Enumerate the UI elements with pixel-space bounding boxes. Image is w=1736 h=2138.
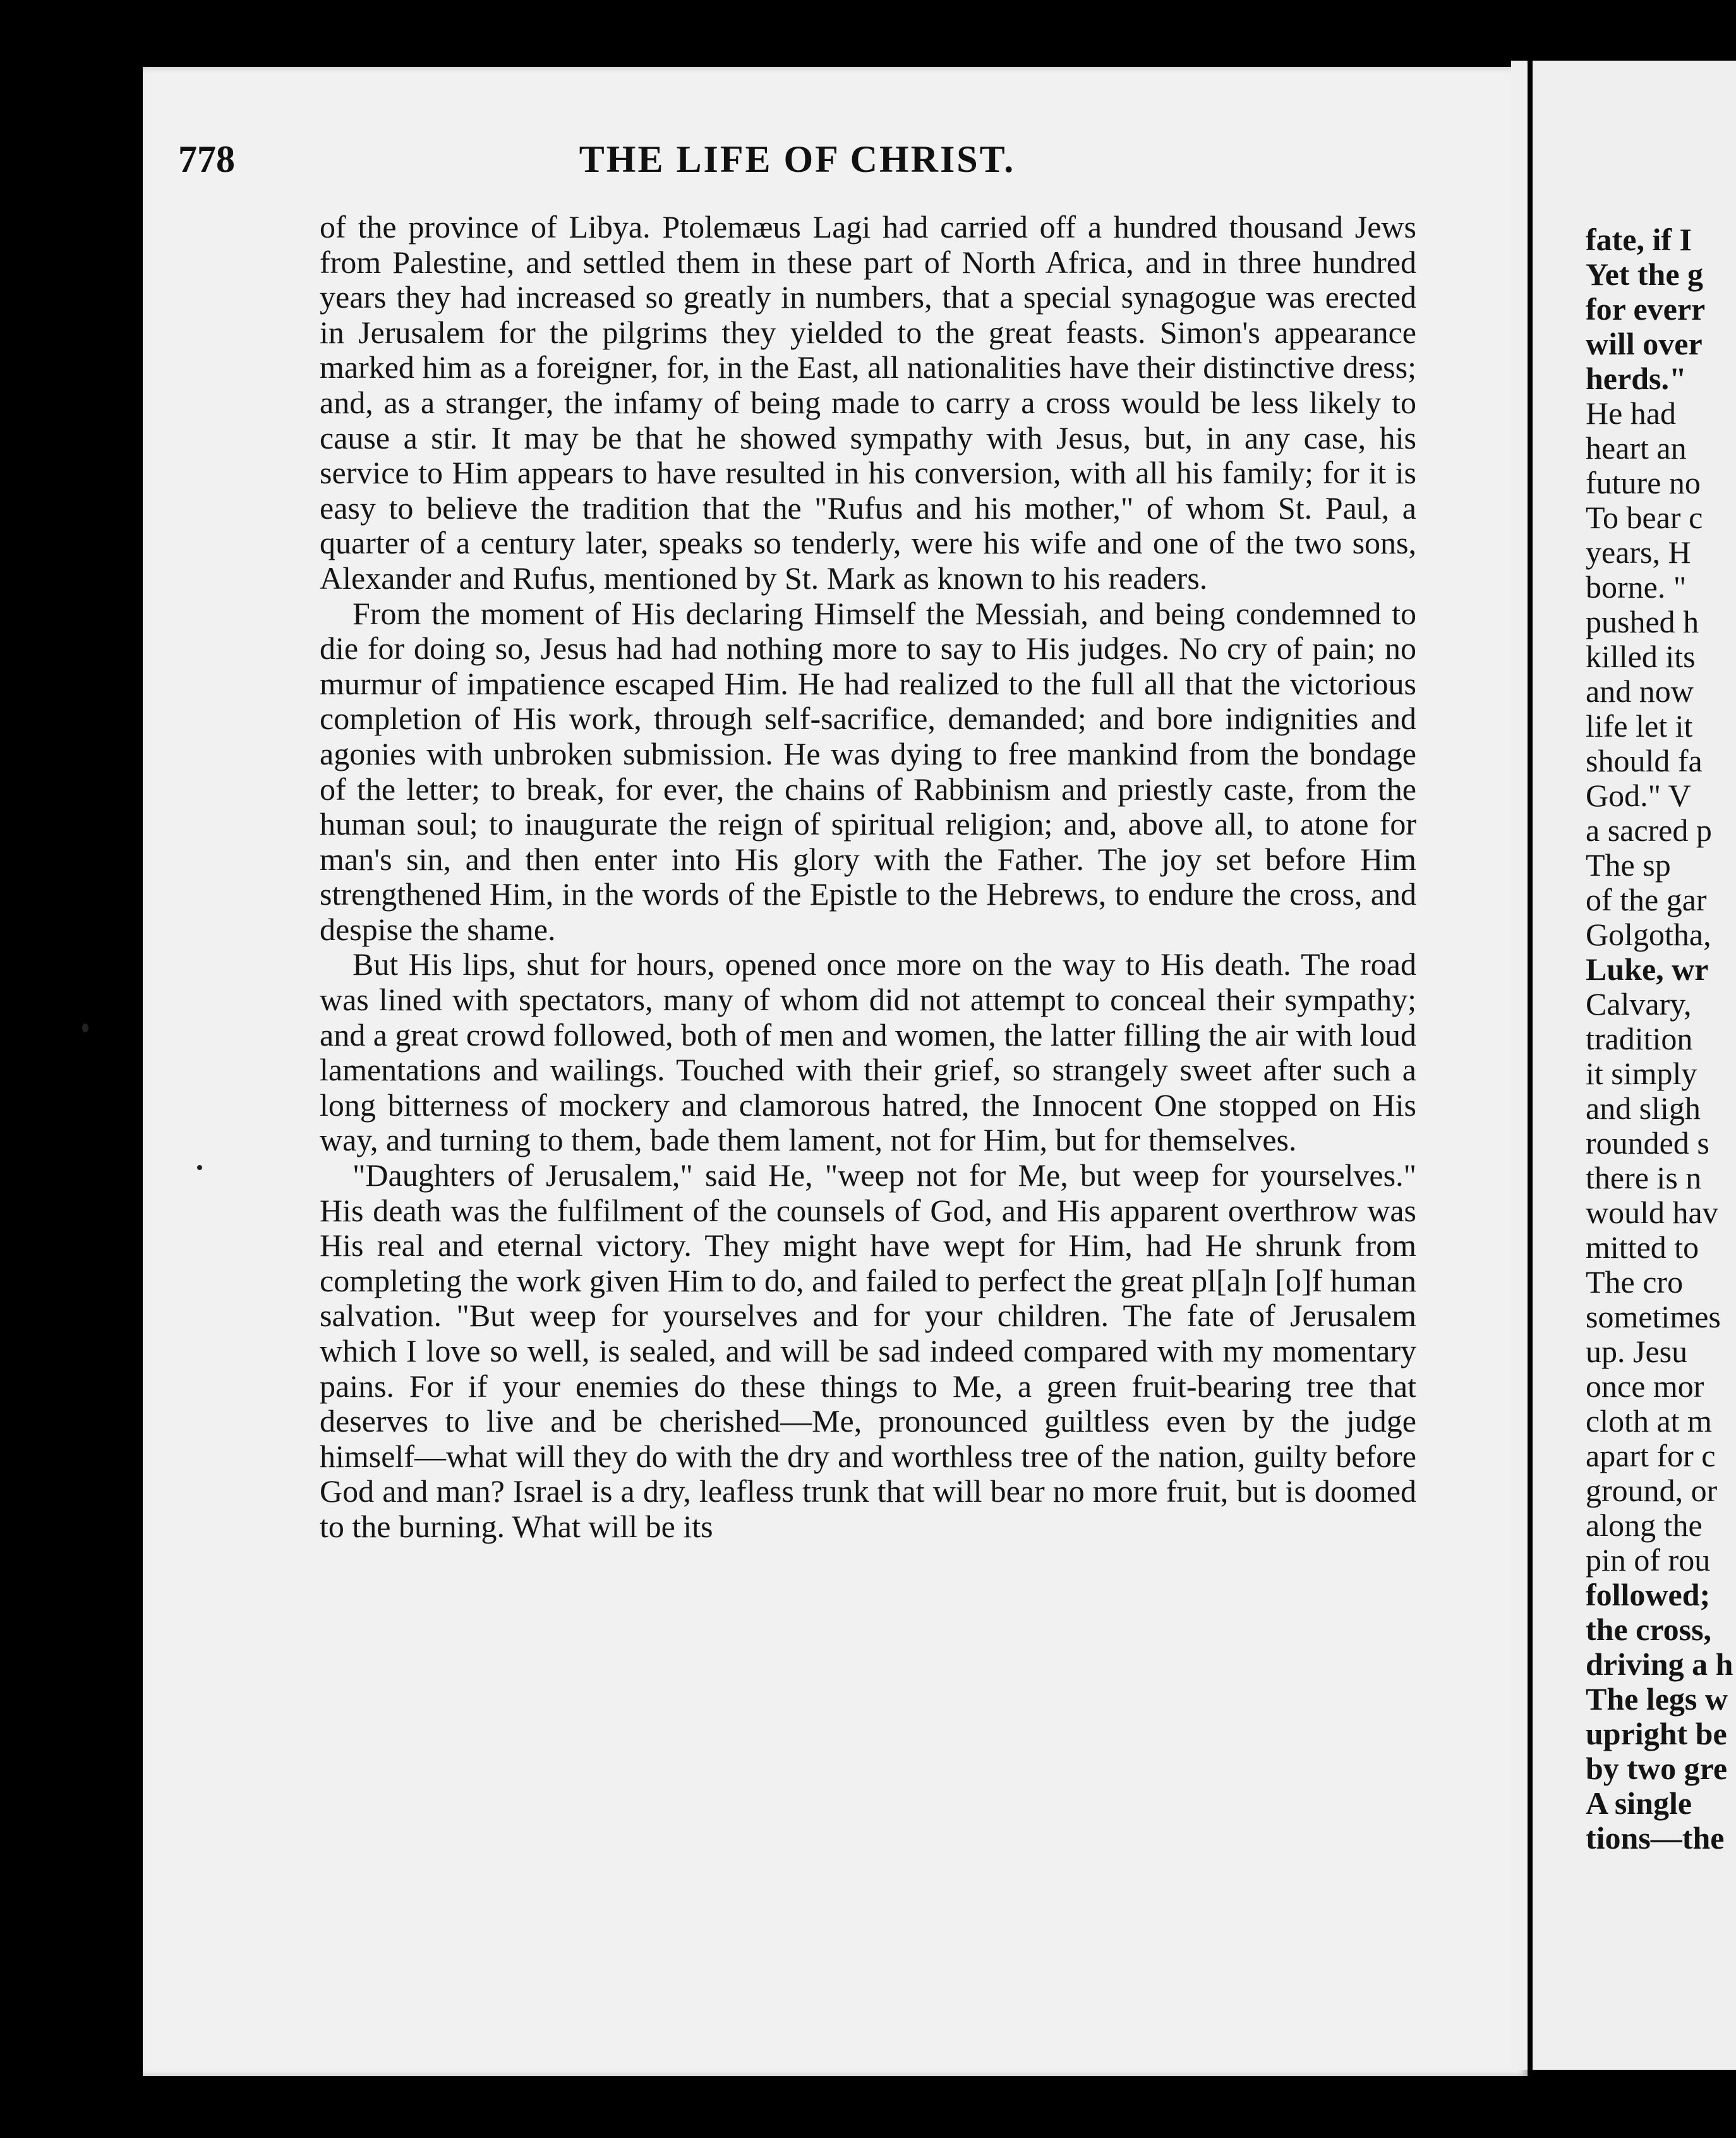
facing-page-line: there is n bbox=[1586, 1160, 1702, 1195]
facing-page-line: Golgotha, bbox=[1586, 917, 1711, 952]
facing-page-line: fate, if I bbox=[1586, 222, 1692, 257]
facing-page-line: years, H bbox=[1586, 534, 1691, 570]
facing-page-line: along the bbox=[1586, 1507, 1703, 1543]
facing-page-line: God." V bbox=[1586, 778, 1691, 813]
page-header bbox=[178, 138, 1416, 188]
running-title: THE LIFE OF CHRIST. bbox=[579, 138, 1016, 180]
facing-page-line: life let it bbox=[1586, 708, 1693, 744]
page-gutter bbox=[1528, 61, 1533, 2082]
facing-page-line: Luke, wr bbox=[1586, 951, 1709, 987]
facing-page-line: Yet the g bbox=[1586, 257, 1704, 292]
scan-speck bbox=[197, 1165, 202, 1170]
facing-page-line: killed its bbox=[1586, 639, 1696, 674]
facing-page-line: To bear c bbox=[1586, 500, 1703, 535]
facing-page-line: pushed h bbox=[1586, 604, 1699, 639]
facing-page-line: future no bbox=[1586, 465, 1701, 500]
facing-page-line: followed; bbox=[1586, 1577, 1711, 1612]
paragraph-1: of the province of Libya. Ptolemæus Lagi had carried off a hundred thousand Jews from Palestine, and settled them in these part of North Africa, and in three hundred years they had increased so greatly in numbers, that a special synagogue was erected in Jerusalem for the pilgrims they yielded to the great feasts. Simon's appearance marked him as a foreigner, for, in the East, all nationalities have their distinctive dress; and, as a stranger, the infamy of being made to carry a cross would be less likely to cause a stir. It may be that he showed sympathy with Jesus, but, in any case, his service to Him appears to have resulted in his conversion, with all his family; for it is easy to believe the tradition that the "Rufus and his mother," of whom St. Paul, a quarter of a century later, speaks so tenderly, were his wife and one of the two sons, Alexander and Rufus, mentioned by St. Mark as known to his readers. bbox=[320, 209, 1416, 596]
facing-page-line: cloth at m bbox=[1586, 1403, 1712, 1439]
facing-page-line: mitted to bbox=[1586, 1229, 1699, 1265]
facing-page-line: The legs w bbox=[1586, 1681, 1728, 1717]
paragraph-2: From the moment of His declaring Himself the Messiah, and being condemned to die for doing so, Jesus had had nothing more to say to His judges. No cry of pain; no murmur of impatience escaped Him. He had realized to the full all that the victorious completion of His work, through self-sacrifice, demanded; and bore indignities and agonies with unbroken submission. He was dying to free mankind from the bondage of the letter; to break, for ever, the chains of Rabbinism and priestly caste, from the human soul; to inaugurate the reign of spiritual religion; and, above all, to atone for man's sin, and then enter into His glory with the Father. The joy set before Him strengthened Him, in the words of the Epistle to the Hebrews, to endure the cross, and despise the shame. bbox=[320, 595, 1416, 947]
facing-page-line: rounded s bbox=[1586, 1125, 1709, 1161]
facing-page-line: the cross, bbox=[1586, 1612, 1712, 1647]
facing-page-line: a sacred p bbox=[1586, 812, 1712, 848]
facing-page-line: herds." bbox=[1586, 361, 1687, 396]
facing-page-line: upright be bbox=[1586, 1716, 1727, 1751]
facing-page-line: by two gre bbox=[1586, 1751, 1728, 1786]
facing-page-line: Calvary, bbox=[1586, 986, 1692, 1022]
facing-page-line: ground, or bbox=[1586, 1473, 1718, 1508]
facing-page-line: tradition bbox=[1586, 1021, 1693, 1056]
facing-page-line: for everr bbox=[1586, 291, 1706, 327]
facing-page-line: should fa bbox=[1586, 743, 1703, 778]
facing-page-line: heart an bbox=[1586, 430, 1687, 466]
facing-page-line: of the gar bbox=[1586, 882, 1707, 917]
facing-page-line: once mor bbox=[1586, 1368, 1704, 1404]
paragraph-4: "Daughters of Jerusalem," said He, "weep not for Me, but weep for yourselves." His death was the fulfilment of the counsels of God, and His apparent overthrow was His real and eternal victory. They might have wept for Him, had He shrunk from completing the work given Him to do, and failed to perfect the great pl[a]n [o]f human salvation. "But weep for yourselves and for your children. The fate of Jerusalem which I love so well, is sealed, and will be sad indeed compared with my momentary pains. For if your enemies do these things to Me, a green fruit-bearing tree that deserves to live and be cherished—Me, pronounced guiltless even by the judge himself—what will they do with the dry and worthless tree of the nation, guilty before God and man? Israel is a dry, leafless trunk that will bear no more fruit, but is doomed to the burning. What will be its bbox=[320, 1157, 1416, 1544]
facing-page-line: it simply bbox=[1586, 1056, 1697, 1091]
facing-page-line: The sp bbox=[1586, 847, 1671, 883]
facing-page-line: and sligh bbox=[1586, 1090, 1701, 1126]
facing-page-line: pin of rou bbox=[1586, 1542, 1711, 1578]
paragraph-3: But His lips, shut for hours, opened once more on the way to His death. The road was lined with spectators, many of whom did not attempt to conceal their sympathy; and a great crowd followed, both of men and women, the latter filling the air with loud lamentations and wailings. Touched with their grief, so strangely sweet after such a long bitterness of mockery and clamorous hatred, the Innocent One stopped on His way, and turning to them, bade them lament, not for Him, but for themselves. bbox=[320, 946, 1416, 1158]
facing-page-line: apart for c bbox=[1586, 1438, 1716, 1473]
page-number: 778 bbox=[178, 138, 235, 180]
facing-page-line: The cro bbox=[1586, 1264, 1684, 1300]
facing-page-line: A single bbox=[1586, 1785, 1692, 1821]
facing-page-line: up. Jesu bbox=[1586, 1334, 1688, 1369]
facing-page-line: driving a h bbox=[1586, 1646, 1733, 1682]
facing-page-line: will over bbox=[1586, 326, 1703, 361]
facing-page-line: would hav bbox=[1586, 1195, 1718, 1230]
facing-page-line: He had bbox=[1586, 396, 1676, 431]
scan-speck bbox=[82, 1024, 88, 1032]
facing-page-line: tions—the bbox=[1586, 1820, 1725, 1856]
main-text-column bbox=[320, 210, 1416, 1545]
facing-page-line: and now bbox=[1586, 673, 1694, 709]
facing-page-line: borne. " bbox=[1586, 569, 1687, 605]
facing-page-text bbox=[1586, 222, 1736, 1856]
facing-page-line: sometimes bbox=[1586, 1299, 1721, 1334]
